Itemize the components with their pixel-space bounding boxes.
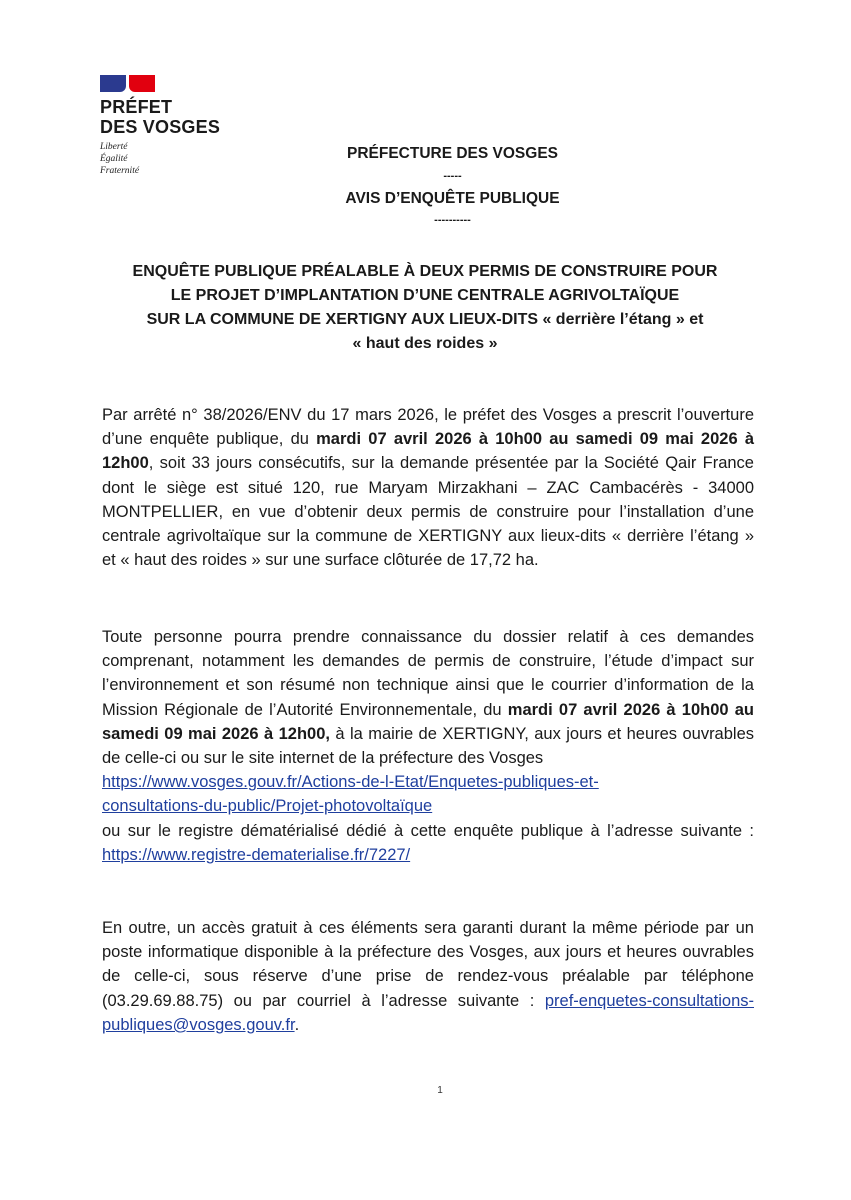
text: ou sur le registre dématérialisé dédié à cette enquête publique à l’adresse suivante : [102,821,754,840]
avis-heading: AVIS D’ENQUÊTE PUBLIQUE [345,190,560,207]
prefet-logo [100,75,250,177]
logo-line2: DES VOSGES [100,117,221,137]
title-line: SUR LA COMMUNE DE XERTIGNY AUX LIEUX-DITS « derrière l’étang » et [146,311,704,328]
title-line: ENQUÊTE PUBLIQUE PRÉALABLE À DEUX PERMIS DE CONSTRUIRE POUR [132,263,718,280]
motto-egalite: Égalité [100,154,128,164]
logo-title [100,97,250,137]
paragraph-consultation [102,625,754,867]
text: , soit 33 jours consécutifs, sur la demande présentée par la Société Qair France dont le siège est situé 120, rue Maryam Mirzakhani – ZAC Cambacérès - 34000 MONTPELLIER, en vue d’obtenir deux permis de construire pour l’installation d’une centrale agrivoltaïque sur la commune de XERTIGNY aux lieux-dits « derrière l’étang » et « haut des roides » sur une surface clôturée de 17,72 ha. [102,454,754,570]
separator: ---------- [434,214,471,226]
email-link[interactable]: pref-enquetes-consultations-publiques@vosges.gouv.fr [102,991,754,1034]
logo-line1: PRÉFET [100,97,173,117]
prefecture-heading: PRÉFECTURE DES VOSGES [346,145,558,162]
marianne-flag-icon [100,75,155,92]
registre-link[interactable]: https://www.registre-dematerialise.fr/7227/ [102,845,411,864]
text: . [294,1015,300,1034]
paragraph-arrete [102,403,754,572]
paragraph-acces [102,916,754,1037]
title-line: « haut des roides » [352,335,498,352]
text: Par arrêté n° 38/2026/ENV du 17 mars 2026, le préfet des Vosges a prescrit l’ouverture d’une enquête publique, du [102,406,754,449]
dates-bold: mardi 07 avril 2026 à 10h00 au samedi 09 mai 2026 à 12h00 [102,430,754,473]
text: Toute personne pourra prendre connaissance du dossier relatif à ces demandes comprenant, notamment les demandes de permis de construire, l’étude d’impact sur l’environnement et son résumé non technique ainsi que le courrier d’information de la Mission Régionale de l’Autorité Environnementale, du [102,628,754,719]
prefecture-website-link[interactable]: https://www.vosges.gouv.fr/Actions-de-l-Etat/Enquetes-publiques-et- [102,773,599,792]
prefecture-website-link-cont[interactable]: consultations-du-public/Projet-photovoltaïque [102,797,433,816]
logo-motto [100,141,250,177]
page-number: 1 [437,1085,443,1096]
title-line: LE PROJET D’IMPLANTATION D’UNE CENTRALE AGRIVOLTAÏQUE [170,287,680,304]
separator: ----- [443,170,462,182]
document-title [90,260,760,356]
text: à la mairie de XERTIGNY, aux jours et heures ouvrables de celle-ci ou sur le site internet de la préfecture des Vosges [102,724,755,768]
motto-liberte: Liberté [100,142,128,152]
dates-bold: mardi 07 avril 2026 à 10h00 au samedi 09 mai 2026 à 12h00, [102,700,754,743]
text: En outre, un accès gratuit à ces éléments sera garanti durant la même période par un poste informatique disponible à la préfecture des Vosges, aux jours et heures ouvrables de celle-ci, sous réserve d’une prise de rendez-vous préalable par téléphone (03.29.69.88.75) ou par courriel à l’adresse suivante : [102,919,754,1010]
motto-fraternite: Fraternité [100,166,140,176]
